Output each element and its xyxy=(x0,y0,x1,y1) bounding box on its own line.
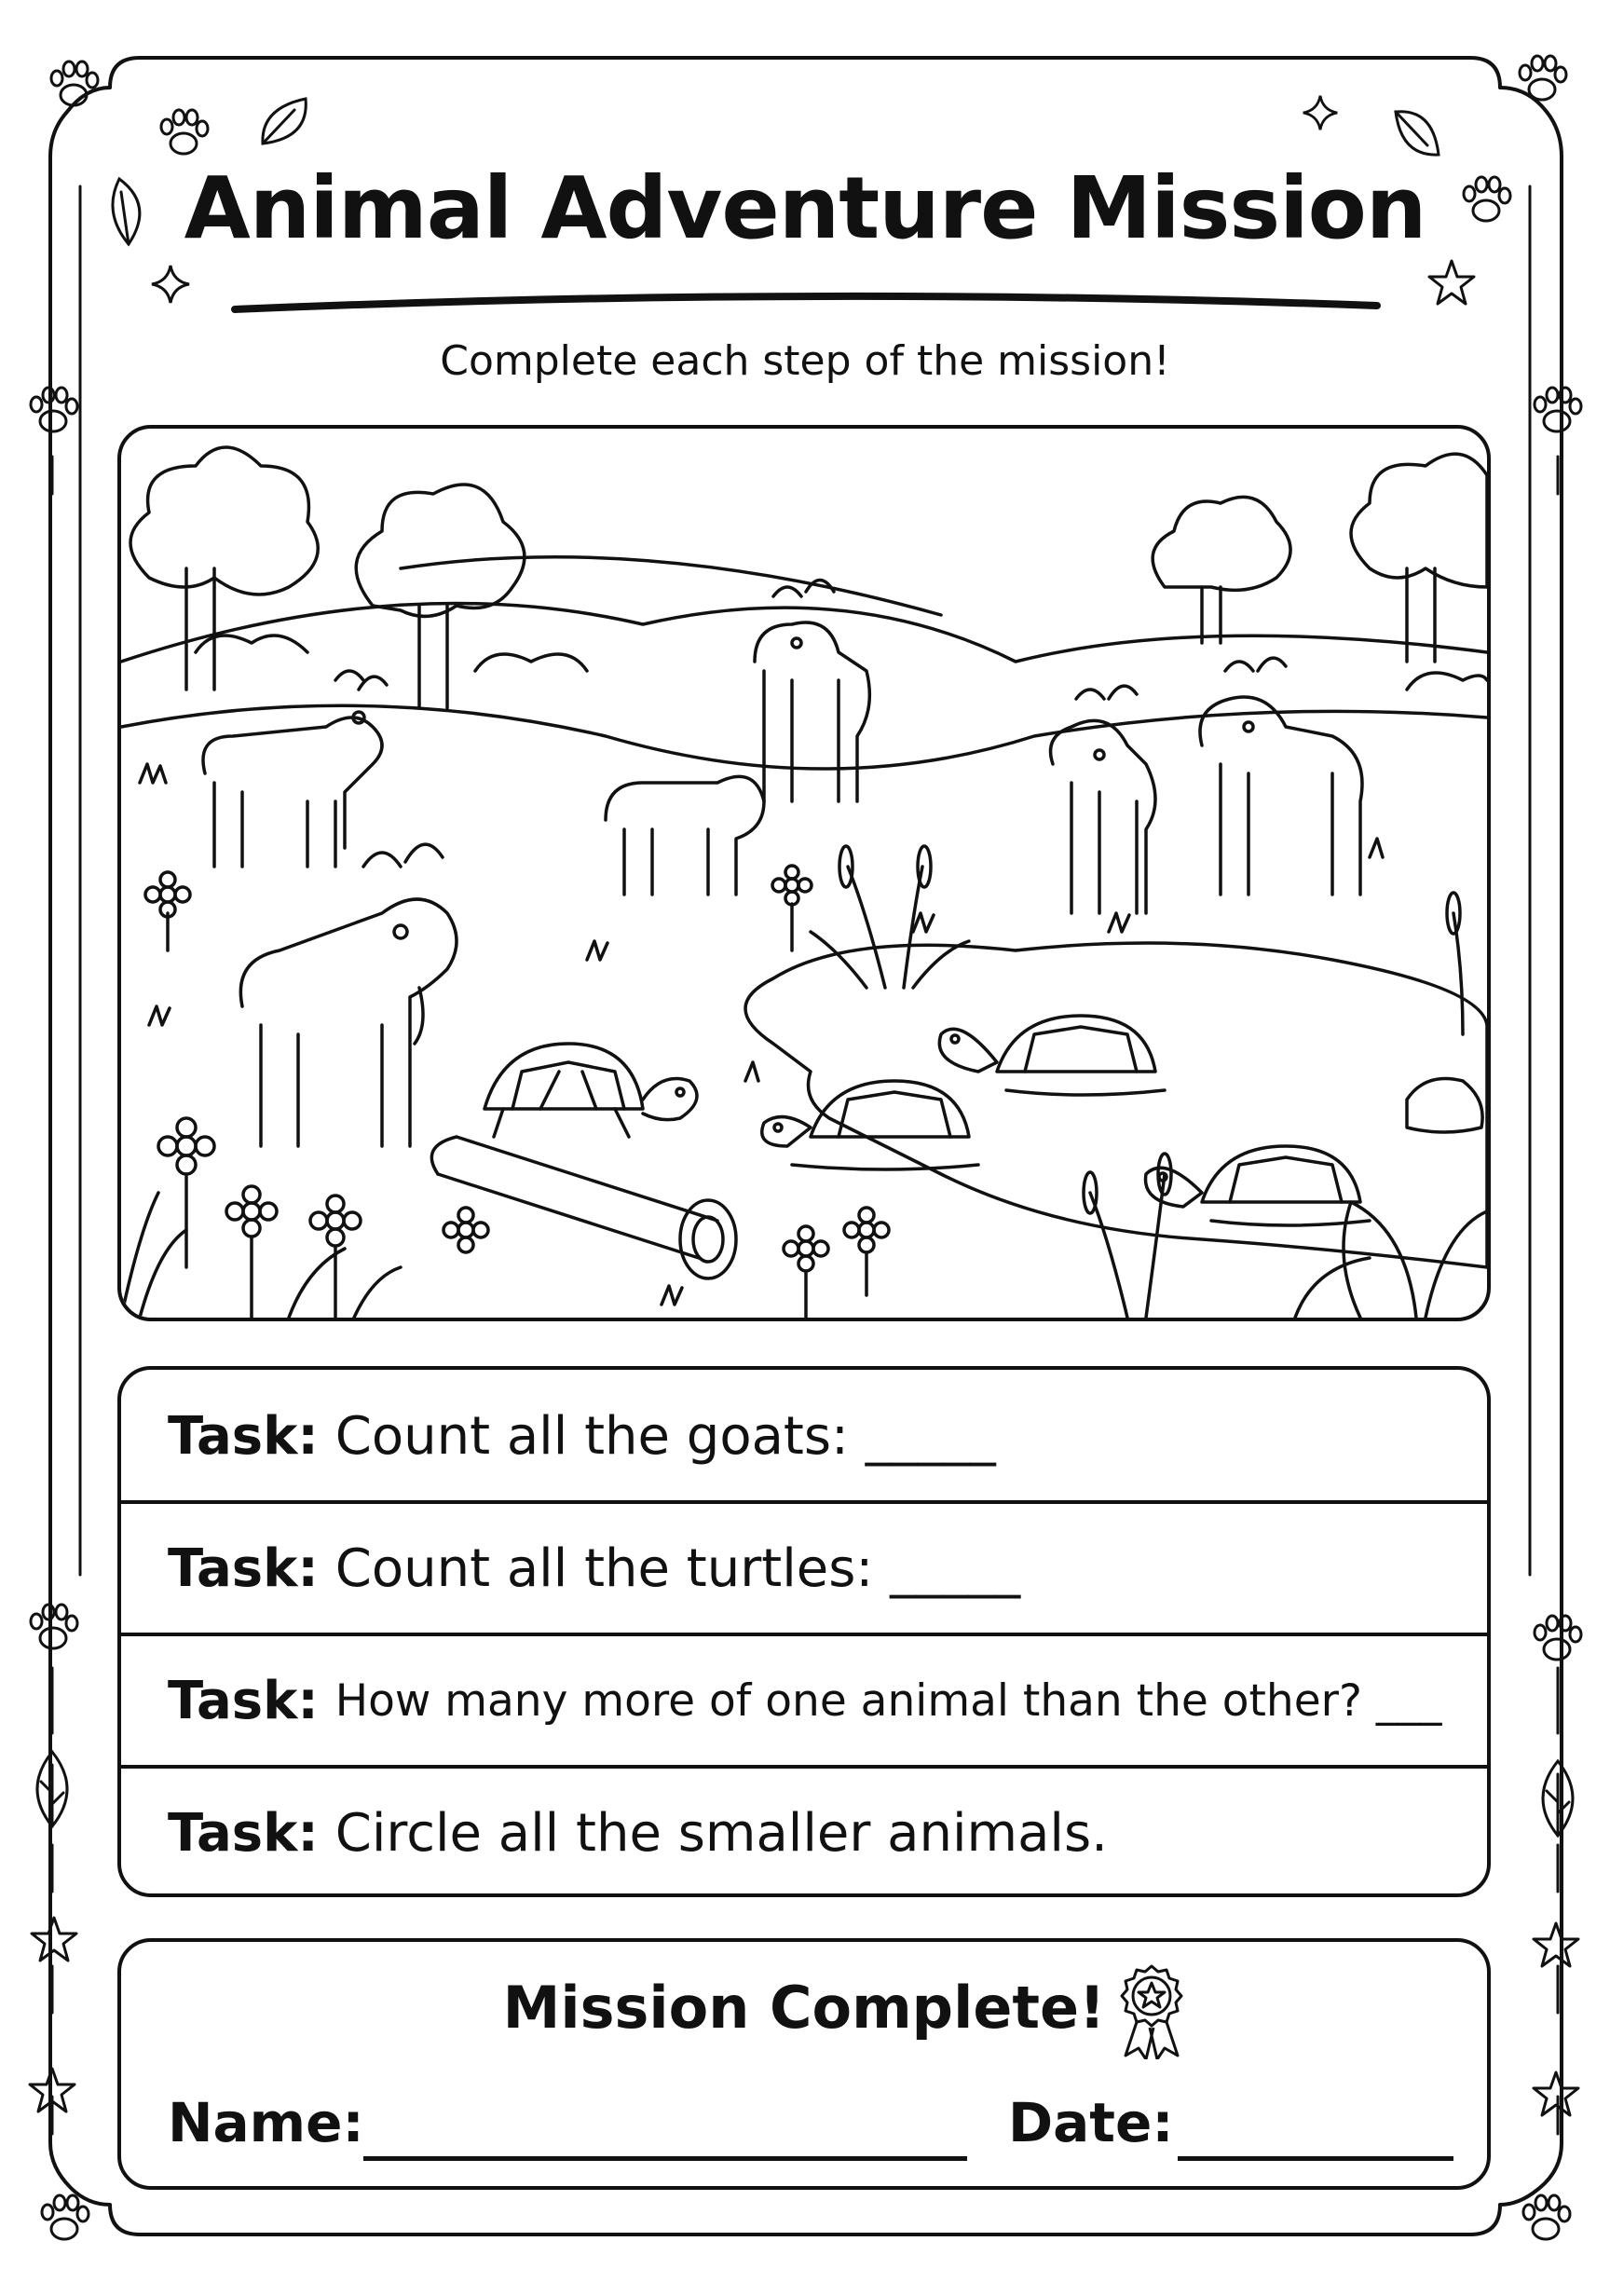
scene-illustration xyxy=(117,425,1491,1321)
task-text: Count all the goats: _____ xyxy=(334,1405,996,1467)
task-label: Task: xyxy=(168,1802,319,1864)
task-label: Task: xyxy=(168,1538,319,1599)
name-label: Name: xyxy=(168,2091,364,2154)
task-row-count-goats xyxy=(121,1370,1487,1502)
mission-complete-box xyxy=(117,1938,1491,2190)
paw-icon xyxy=(1513,2186,1578,2251)
star-icon xyxy=(26,2065,78,2117)
task-text: Circle all the smaller animals. xyxy=(334,1802,1108,1864)
sparkle-icon xyxy=(1301,93,1340,132)
leaf-icon xyxy=(252,89,317,155)
task-label: Task: xyxy=(168,1670,319,1731)
paw-icon xyxy=(151,101,216,166)
star-icon xyxy=(1530,1920,1582,1972)
paw-icon xyxy=(1509,47,1575,112)
task-row-difference xyxy=(121,1634,1487,1767)
task-row-count-turtles xyxy=(121,1502,1487,1634)
date-field[interactable] xyxy=(1178,2156,1453,2161)
star-icon xyxy=(1426,257,1478,309)
title-underline xyxy=(229,289,1385,321)
task-text: Count all the turtles: _____ xyxy=(334,1538,1021,1599)
page-subtitle: Complete each step of the mission! xyxy=(440,337,1170,385)
star-icon xyxy=(28,1914,80,1966)
mission-complete-title xyxy=(121,1974,1487,2042)
paw-icon xyxy=(41,52,106,117)
paw-icon xyxy=(1524,378,1590,444)
task-label: Task: xyxy=(168,1405,319,1467)
paw-icon xyxy=(20,1595,86,1660)
mission-complete-text: Mission Complete! xyxy=(502,1974,1106,2042)
leaf-icon xyxy=(24,1746,80,1830)
name-field[interactable] xyxy=(363,2156,967,2161)
leaf-icon xyxy=(1530,1756,1586,1839)
task-row-circle-smaller xyxy=(121,1767,1487,1899)
task-list xyxy=(117,1366,1491,1897)
leaf-icon xyxy=(1385,101,1450,166)
sparkle-icon xyxy=(149,263,192,306)
star-icon xyxy=(1530,2069,1582,2121)
meadow-scene xyxy=(121,429,1487,1318)
task-text: How many more of one animal than the other? ___ xyxy=(334,1674,1442,1727)
date-label: Date: xyxy=(1008,2091,1174,2154)
paw-icon xyxy=(32,2186,97,2251)
paw-icon xyxy=(20,378,86,444)
paw-icon xyxy=(1524,1606,1590,1672)
page-title: Animal Adventure Mission xyxy=(184,158,1426,258)
award-ribbon-icon xyxy=(1112,1962,1191,2059)
